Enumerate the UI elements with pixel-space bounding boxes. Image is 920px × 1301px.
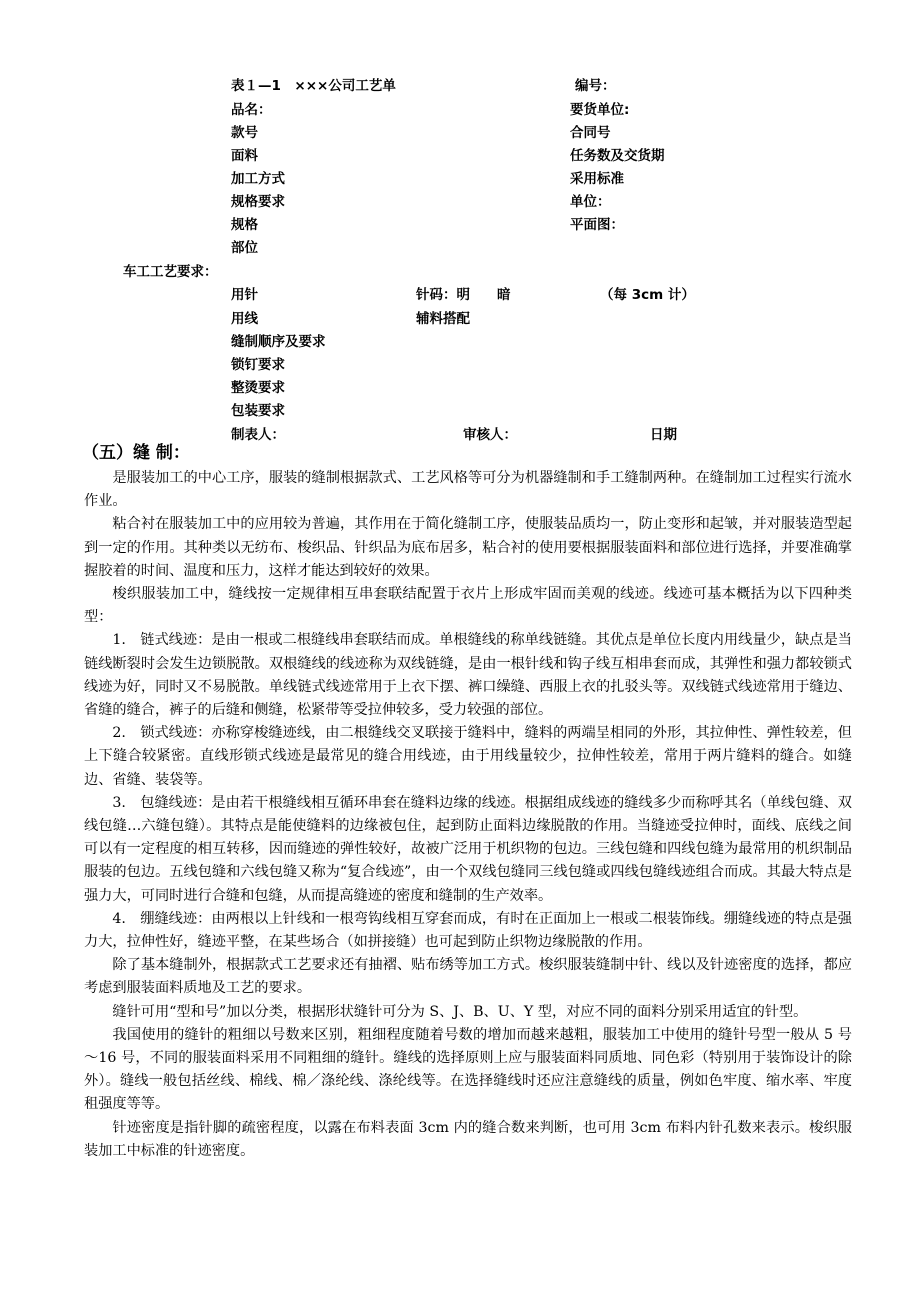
field-needle: 用针: [231, 287, 258, 303]
field-style-number: 款号: [231, 125, 258, 141]
form-number-label: 编号：: [575, 78, 616, 94]
field-reviewer: 审核人：: [463, 427, 517, 443]
field-packaging: 包装要求: [231, 403, 285, 419]
field-ironing: 整烫要求: [231, 380, 285, 396]
field-quantity-delivery: 任务数及交货期: [570, 148, 665, 164]
paragraph: 1. 链式线迹：是由一根或二根缝线串套联结而成。单根缝线的称单线链缝。其优点是单位长度内用线量少，缺点是当链线断裂时会发生边锁脱散。双根缝线的线迹称为双线链缝，是由一根针线和钩子线互相串套而成，其弹性和强力都较锁式线迹为好，同时又不易脱散。单线链式线迹常用于上衣下摆、裤口缲缝、西服上衣的扎驳头等。双线链式线迹常用于缝边、省缝的缝合，裤子的后缝和侧缝，松紧带等受拉伸较多，受力较强的部位。: [84, 632, 852, 719]
field-stitch-code: 针码：明 暗: [416, 287, 511, 303]
field-contract-number: 合同号: [570, 125, 611, 141]
field-unit: 单位：: [570, 194, 611, 210]
paragraph: 4. 绷缝线迹：由两根以上针线和一根弯钩线相互穿套而成，有时在正面加上一根或二根装饰线。绷缝线迹的特点是强力大，拉伸性好，缝迹平整，在某些场合（如拼接缝）也可起到防止织物边缘脱散的作用。: [84, 910, 852, 951]
paragraph: 是服装加工的中心工序，服装的缝制根据款式、工艺风格等可分为机器缝制和手工缝制两种。在缝制加工过程实行流水作业。: [84, 470, 852, 510]
field-date: 日期: [650, 427, 677, 443]
field-thread: 用线: [231, 311, 258, 327]
paragraph: 粘合衬在服装加工中的应用较为普遍，其作用在于简化缝制工序，使服装品质均一，防止变形和起皱，并对服装造型起到一定的作用。其种类以无纺布、梭织品、针织品为底布居多，粘合衬的使用要根据服装面料和部位进行选择，并要准确掌握胶着的时间、温度和压力，这样才能达到较好的效果。: [84, 516, 852, 579]
field-spec: 规格: [231, 217, 258, 233]
field-buttonhole: 锁钉要求: [231, 357, 285, 373]
paragraph: 我国使用的缝针的粗细以号数来区别，粗细程度随着号数的增加而越来越粗，服装加工中使用的缝针号型一般从 5 号～16 号，不同的服装面料采用不同粗细的缝针。缝线的选择原则上应与服装面料同质地、同色彩（特别用于装饰设计的除外）。缝线一般包括丝线、棉线、棉／涤纶线、涤纶线等。在选择缝线时还应注意缝线的质量，例如色牢度、缩水率、牢度租强度等等。: [84, 1026, 852, 1113]
field-standard: 采用标准: [570, 171, 624, 187]
section-body: [84, 467, 852, 1163]
paragraph: 除了基本缝制外，根据款式工艺要求还有抽褶、贴布绣等加工方式。梭织服装缝制中针、线以及针迹密度的选择，都应考虑到服装面料质地及工艺的要求。: [84, 957, 852, 997]
paragraph: 缝针可用“型和号”加以分类，根据形状缝针可分为 S、J、B、U、Y 型，对应不同的面料分别采用适宜的针型。: [112, 1003, 808, 1020]
field-sewing-order: 缝制顺序及要求: [231, 334, 326, 350]
field-fabric: 面料: [231, 148, 258, 164]
field-flat-drawing: 平面图：: [570, 217, 624, 233]
field-processing-method: 加工方式: [231, 171, 285, 187]
paragraph: 2. 锁式线迹：亦称穿梭缝迹线，由二根缝线交叉联接于缝料中，缝料的两端呈相同的外形，其拉伸性、弹性较差，但上下缝合较紧密。直线形锁式线迹是最常见的缝合用线迹，由于用线量较少，拉伸性较差，常用于两片缝料的缝合。如缝边、省缝、装袋等。: [84, 725, 852, 788]
field-per-3cm: （每 3cm 计）: [600, 287, 695, 303]
section-title: （五）缝 制：: [82, 443, 190, 463]
field-part: 部位: [231, 240, 258, 256]
paragraph: 3. 包缝线迹：是由若干根缝线相互循环串套在缝料边缘的线迹。根据组成线迹的缝线多少而称呼其名（单线包缝、双线包缝…六缝包缝）。其特点是能使缝料的边缘被包住，起到防止面料边缘脱散的作用。当缝迹受拉伸时，面线、底线之间可以有一定程度的相互转移，因而缝迹的弹性较好，故被广泛用于机织物的包边。三线包缝和四线包缝为最常用的机织制品服装的包边。五线包缝和六线包缝又称为“复合线迹”，由一个双线包缝同三线包缝或四线包缝线迹组合而成。其最大特点是强力大，可同时进行合缝和包缝，从而提高缝迹的密度和缝制的生产效率。: [84, 794, 852, 904]
field-accessories: 辅料搭配: [416, 311, 470, 327]
paragraph: 针迹密度是指针脚的疏密程度，以露在布料表面 3cm 内的缝合数来判断，也可用 3cm 布料内针孔数来表示。梭织服装加工中标准的针迹密度。: [84, 1119, 852, 1159]
form-title: 表１—1 ×××公司工艺单: [231, 78, 396, 94]
field-spec-requirements: 规格要求: [231, 194, 285, 210]
field-product-name: 品名：: [231, 102, 272, 118]
field-maker: 制表人：: [231, 427, 285, 443]
field-ordering-unit: 要货单位:: [570, 102, 630, 118]
craft-heading: 车工工艺要求：: [123, 264, 218, 280]
paragraph: 梭织服装加工中，缝线按一定规律相互串套联结配置于衣片上形成牢固而美观的线迹。线迹可基本概括为以下四种类型：: [84, 586, 852, 626]
